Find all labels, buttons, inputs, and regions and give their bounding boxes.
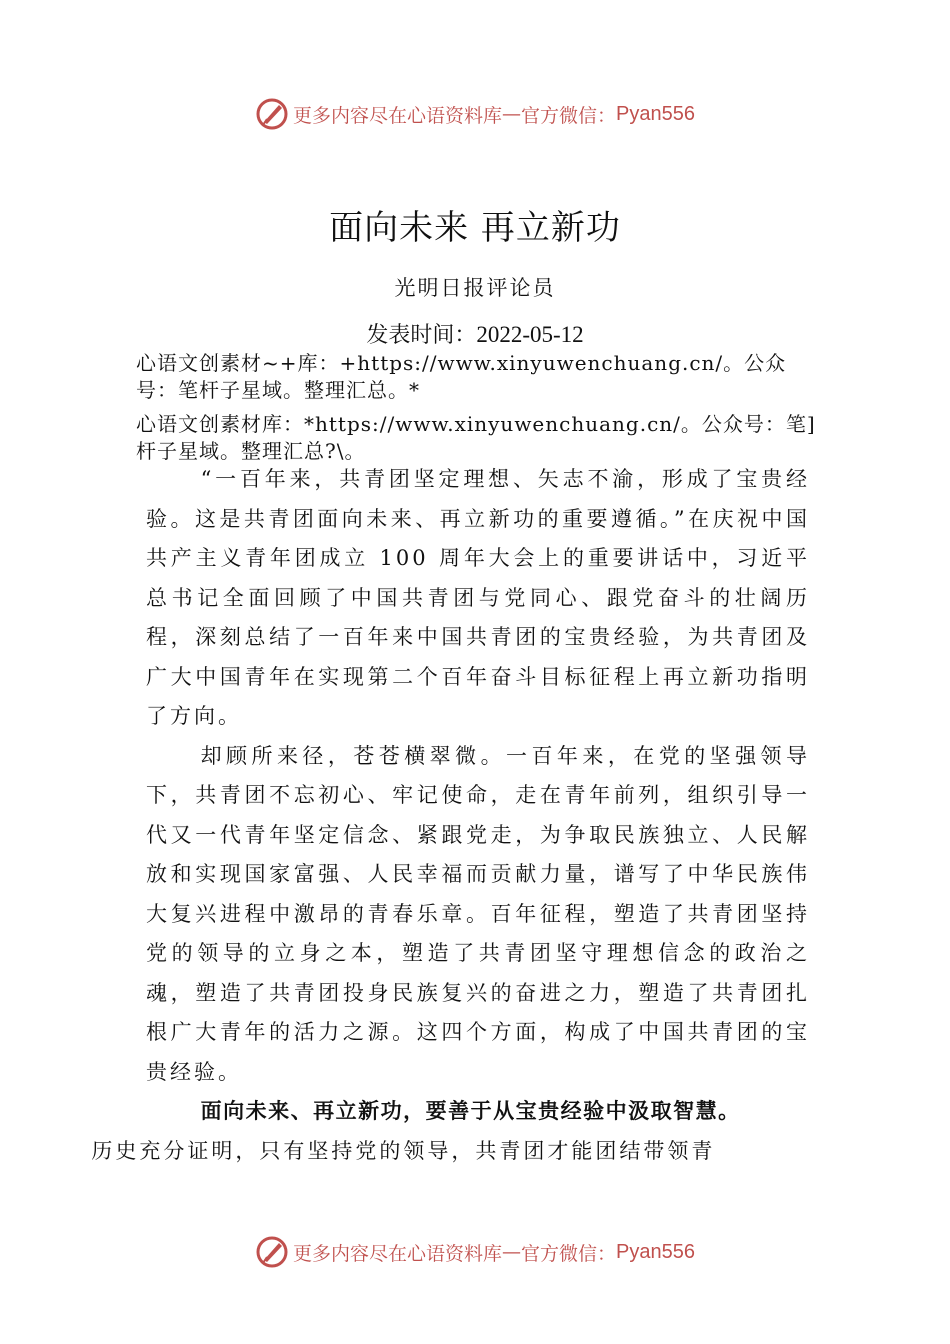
article-author: 光明日报评论员 [394, 276, 556, 300]
article-date [0, 318, 950, 349]
date-value: 2022-05-12 [476, 322, 584, 347]
paragraph-3-text: 历史充分证明，只有坚持党的领导，共青团才能团结带领青 [91, 1138, 716, 1163]
banner-text: 更多内容尽在心语资料库 [293, 1242, 503, 1265]
banner-wechat-id: Pyan556 [616, 102, 695, 125]
banner-wechat-label: 官方微信： [521, 1242, 617, 1265]
date-label: 发表时间： [366, 323, 477, 348]
header-watermark-banner [0, 94, 950, 134]
banner-separator: — [502, 1241, 522, 1263]
source-note-2: 心语文创素材库：*https://www.xinyuwenchuang.cn/。公众号：笔]杆子星域。整理汇总?\。 [136, 412, 816, 463]
footer-watermark-banner [0, 1232, 950, 1272]
bold-lead-sentence: 面向未来、再立新功，要善于从宝贵经验中汲取智慧。 [200, 1099, 741, 1123]
banner-text: 更多内容尽在心语资料库 [293, 104, 503, 127]
body-paragraph-3 [91, 1092, 810, 1171]
source-note-1: 心语文创素材~+库：+https://www.xinyuwenchuang.cn/。公众号：笔杆子星域。整理汇总。* [136, 351, 787, 402]
body-paragraph-1: “一百年来，共青团坚定理想、矢志不渝，形成了宝贵经验。这是共青团面向未来、再立新功的重要遵循。”在庆祝中国共产主义青年团成立 100 周年大会上的重要讲话中，习近平总书记全面回顾了中国共青团与党同心、跟党奋斗的壮阔历程，深刻总结了一百年来中国共青团的宝贵经验，为共青团及广大中国青年在实现第二个百年奋斗目标征程上再立新功指明了方向。 [146, 467, 810, 728]
article-body [91, 460, 810, 1171]
feather-pen-logo-icon [255, 97, 289, 131]
banner-separator: — [502, 103, 522, 125]
banner-wechat-label: 官方微信： [521, 104, 617, 127]
feather-pen-logo-icon [255, 1235, 289, 1269]
body-paragraph-2: 却顾所来径，苍苍横翠微。一百年来，在党的坚强领导下，共青团不忘初心、牢记使命，走在青年前列，组织引导一代又一代青年坚定信念、紧跟党走，为争取民族独立、人民解放和实现国家富强、人民幸福而贡献力量，谱写了中华民族伟大复兴进程中激昂的青春乐章。百年征程，塑造了共青团坚持党的领导的立身之本，塑造了共青团坚守理想信念的政治之魂，塑造了共青团投身民族复兴的奋进之力，塑造了共青团扎根广大青年的活力之源。这四个方面，构成了中国共青团的宝贵经验。 [146, 743, 810, 1084]
banner-wechat-id: Pyan556 [616, 1240, 695, 1263]
article-title: 面向未来 再立新功 [329, 208, 621, 248]
